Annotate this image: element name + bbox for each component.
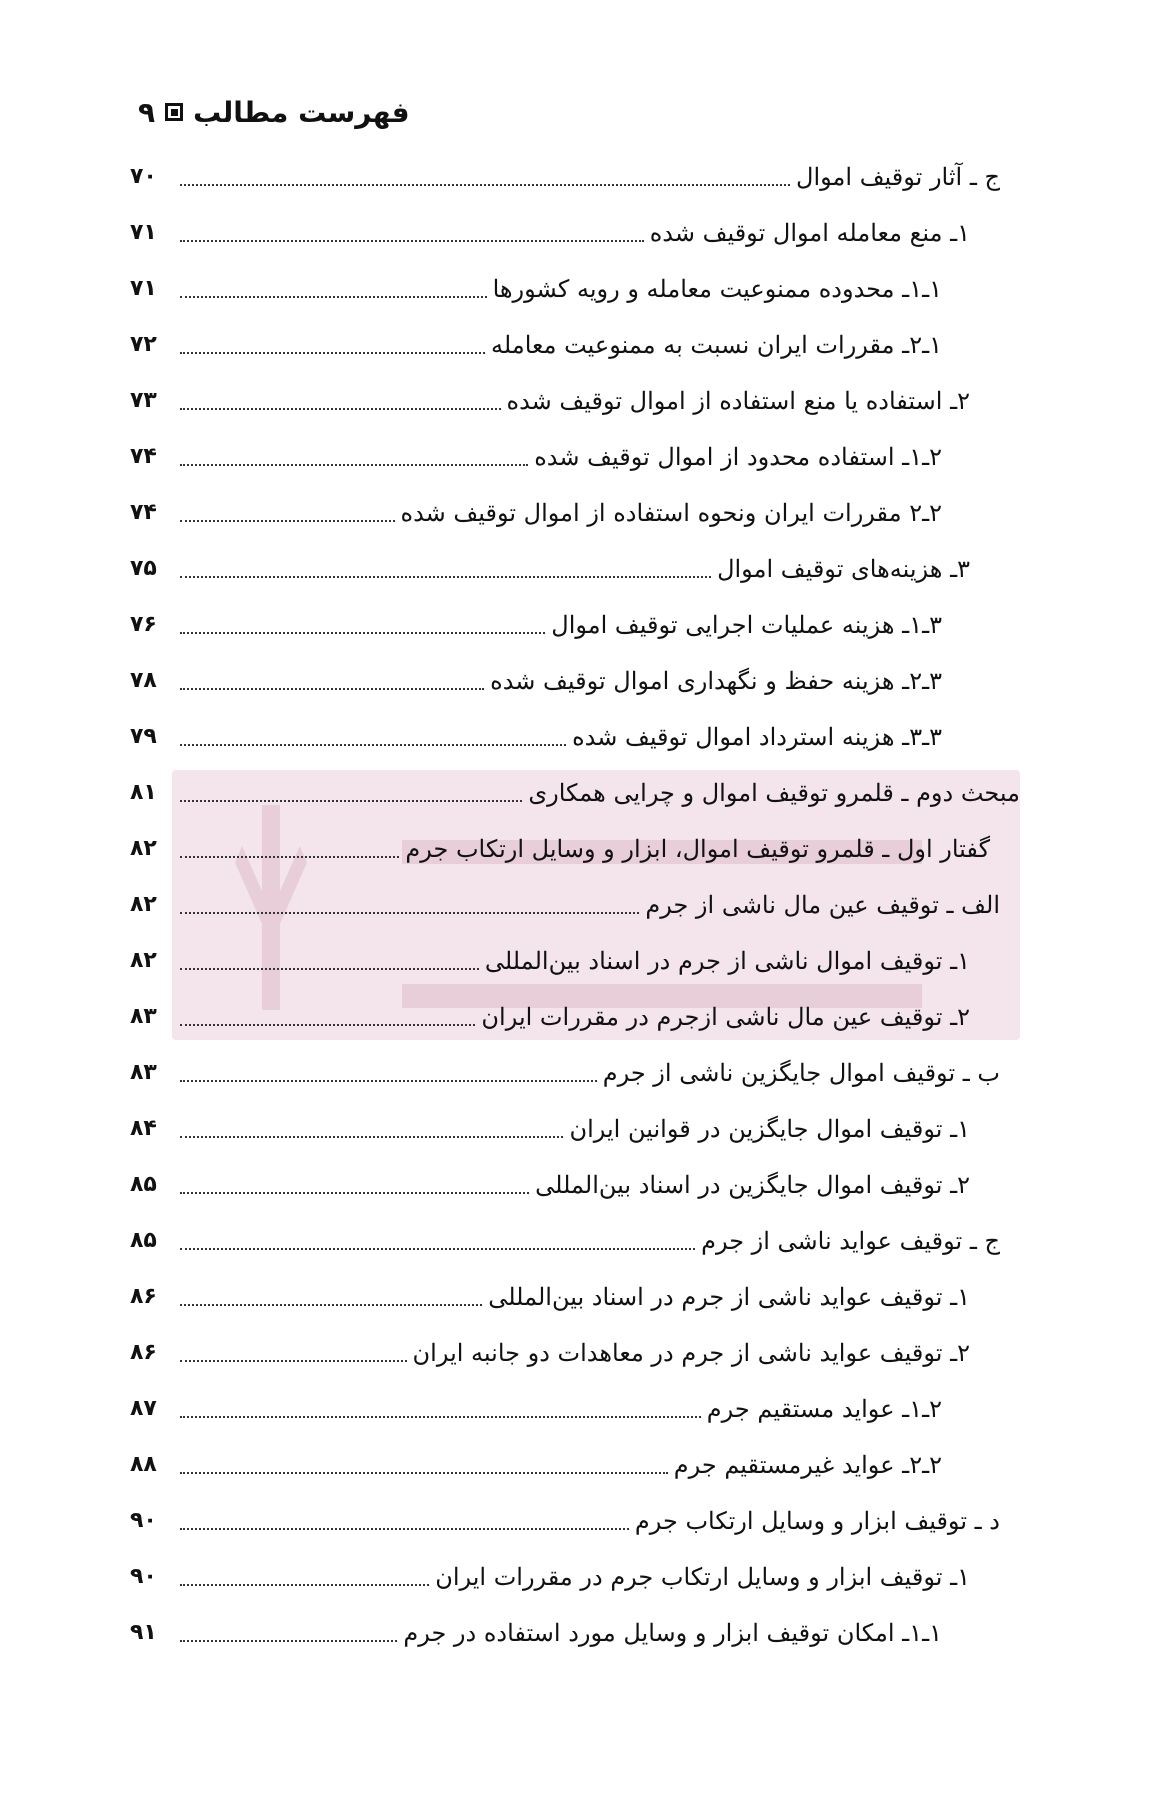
toc-entry-title: مبحث دوم ـ قلمرو توقیف اموال و چرایی همکاری (528, 779, 1020, 807)
header-page-number: ۹ (138, 95, 156, 129)
toc-entry-title: ۲ـ توقیف عین مال ناشی ازجرم در مقررات ایران (481, 1003, 970, 1031)
toc-entry-8 (130, 552, 970, 586)
toc-entry-14 (130, 888, 1000, 922)
toc-entry-title: ۱ـ توقیف ابزار و وسایل ارتکاب جرم در مقررات ایران (435, 1563, 970, 1591)
toc-entry-title: ۲ـ۲ـ عواید غیرمستقیم جرم (673, 1451, 942, 1479)
toc-entry-title: ۲ـ توقیف عواید ناشی از جرم در معاهدات دو جانبه ایران (412, 1339, 970, 1367)
dot-leader (180, 1136, 563, 1138)
toc-entry-9 (130, 608, 942, 642)
toc-entry-title: ۲ـ۱ـ استفاده محدود از اموال توقیف شده (534, 443, 942, 471)
toc-entry-page: ۸۶ (130, 1340, 157, 1365)
dot-leader (180, 520, 395, 522)
toc-entry-page: ۸۳ (130, 1004, 157, 1029)
toc-entry-title: ج ـ توقیف عواید ناشی از جرم (701, 1227, 1000, 1255)
square-separator-icon (165, 103, 183, 121)
toc-entry-title: ۱ـ۱ـ محدوده ممنوعیت معامله و رویه کشورها (492, 275, 942, 303)
toc-entry-20 (130, 1224, 1000, 1258)
dot-leader (180, 1584, 429, 1586)
dot-leader (180, 1080, 597, 1082)
toc-entry-11 (130, 720, 942, 754)
toc-entry-page: ۷۹ (130, 724, 157, 749)
toc-entry-page: ۸۲ (130, 948, 157, 973)
dot-leader (180, 632, 545, 634)
toc-entry-page: ۷۴ (130, 500, 157, 525)
dot-leader (180, 1360, 407, 1362)
toc-entry-title: ۲ـ توقیف اموال جایگزین در اسناد بین‌المللی (535, 1171, 970, 1199)
dot-leader (180, 184, 790, 186)
toc-entry-title: ج ـ آثار توقیف اموال (796, 163, 1000, 191)
toc-entry-title: ۱ـ۲ـ مقررات ایران نسبت به ممنوعیت معامله (491, 331, 942, 359)
dot-leader (180, 296, 487, 298)
toc-entry-page: ۸۷ (130, 1396, 157, 1421)
toc-entry-page: ۸۲ (130, 836, 157, 861)
dot-leader (180, 800, 522, 802)
toc-entry-title: ۱ـ توقیف عواید ناشی از جرم در اسناد بین‌المللی (488, 1283, 970, 1311)
toc-entry-title: ۱ـ منع معامله اموال توقیف شده (649, 219, 970, 247)
dot-leader (180, 1192, 529, 1194)
toc-entry-page: ۷۴ (130, 444, 157, 469)
dot-leader (180, 576, 711, 578)
dot-leader (180, 968, 479, 970)
page-header (138, 88, 458, 136)
toc-entry-26 (130, 1560, 970, 1594)
dot-leader (180, 352, 485, 354)
toc-entry-7 (130, 496, 942, 530)
toc-entry-page: ۷۸ (130, 668, 157, 693)
dot-leader (180, 912, 639, 914)
dot-leader (180, 1248, 695, 1250)
toc-entry-title: ۲ـ۱ـ عواید مستقیم جرم (706, 1395, 942, 1423)
toc-entry-title: ۳ـ هزینه‌های توقیف اموال (717, 555, 970, 583)
dot-leader (180, 1416, 701, 1418)
toc-entry-page: ۸۵ (130, 1172, 157, 1197)
toc-entry-19 (130, 1168, 970, 1202)
toc-entry-22 (130, 1336, 970, 1370)
toc-entry-page: ۷۲ (130, 332, 157, 357)
toc-entry-page: ۸۵ (130, 1228, 157, 1253)
toc-entry-page: ۷۱ (130, 220, 157, 245)
toc-entry-page: ۸۲ (130, 892, 157, 917)
toc-entry-page: ۹۱ (130, 1620, 157, 1645)
dot-leader (180, 1304, 482, 1306)
toc-entry-17 (130, 1056, 1000, 1090)
toc-entry-16 (130, 1000, 970, 1034)
toc-entry-15 (130, 944, 970, 978)
dot-leader (180, 1640, 397, 1642)
toc-entry-page: ۹۰ (130, 1564, 157, 1589)
toc-entry-page: ۸۴ (130, 1116, 157, 1141)
toc-entry-title: ۳ـ۱ـ هزینه عملیات اجرایی توقیف اموال (551, 611, 942, 639)
toc-entry-6 (130, 440, 942, 474)
toc-entry-page: ۷۶ (130, 612, 157, 637)
toc-entry-title: ۳ـ۲ـ هزینه حفظ و نگهداری اموال توقیف شده (490, 667, 942, 695)
toc-entry-title: ۱ـ توقیف اموال ناشی از جرم در اسناد بین‌المللی (484, 947, 970, 975)
toc-entry-title: ۳ـ۳ـ هزینه استرداد اموال توقیف شده (572, 723, 942, 751)
dot-leader (180, 1472, 668, 1474)
toc-entry-12 (130, 776, 1020, 810)
dot-leader (180, 1528, 629, 1530)
toc-entry-title: الف ـ توقیف عین مال ناشی از جرم (645, 891, 1000, 919)
toc-entry-5 (130, 384, 970, 418)
toc-entry-13 (130, 832, 990, 866)
toc-entry-page: ۸۶ (130, 1284, 157, 1309)
toc-entry-title: د ـ توقیف ابزار و وسایل ارتکاب جرم (634, 1507, 1000, 1535)
toc-entry-3 (130, 272, 942, 306)
toc-entry-title: ۲ـ استفاده یا منع استفاده از اموال توقیف شده (506, 387, 970, 415)
toc-entry-2 (130, 216, 970, 250)
toc-entry-18 (130, 1112, 970, 1146)
toc-entry-page: ۸۱ (130, 780, 157, 805)
dot-leader (180, 856, 399, 858)
toc-entry-27 (130, 1616, 942, 1650)
dot-leader (180, 1024, 475, 1026)
dot-leader (180, 464, 528, 466)
toc-entry-page: ۷۱ (130, 276, 157, 301)
toc-entry-page: ۸۸ (130, 1452, 157, 1477)
dot-leader (180, 240, 644, 242)
toc-entry-title: گفتار اول ـ قلمرو توقیف اموال، ابزار و وسایل ارتکاب جرم (405, 835, 990, 863)
toc-entry-title: ۱ـ۱ـ امکان توقیف ابزار و وسایل مورد استفاده در جرم (403, 1619, 942, 1647)
table-of-contents (130, 160, 1020, 1690)
header-title: فهرست مطالب (193, 95, 410, 129)
toc-entry-10 (130, 664, 942, 698)
toc-entry-page: ۷۰ (130, 164, 157, 189)
toc-entry-1 (130, 160, 1000, 194)
toc-entry-21 (130, 1280, 970, 1314)
toc-entry-25 (130, 1504, 1000, 1538)
dot-leader (180, 408, 501, 410)
toc-entry-4 (130, 328, 942, 362)
dot-leader (180, 744, 566, 746)
toc-entry-page: ۹۰ (130, 1508, 157, 1533)
dot-leader (180, 688, 484, 690)
toc-entry-23 (130, 1392, 942, 1426)
toc-entry-page: ۸۳ (130, 1060, 157, 1085)
toc-entry-title: ب ـ توقیف اموال جایگزین ناشی از جرم (602, 1059, 1000, 1087)
toc-entry-24 (130, 1448, 942, 1482)
toc-entry-title: ۱ـ توقیف اموال جایگزین در قوانین ایران (569, 1115, 970, 1143)
toc-entry-title: ۲ـ۲ مقررات ایران ونحوه استفاده از اموال توقیف شده (400, 499, 942, 527)
toc-entry-page: ۷۵ (130, 556, 157, 581)
toc-entry-page: ۷۳ (130, 388, 157, 413)
